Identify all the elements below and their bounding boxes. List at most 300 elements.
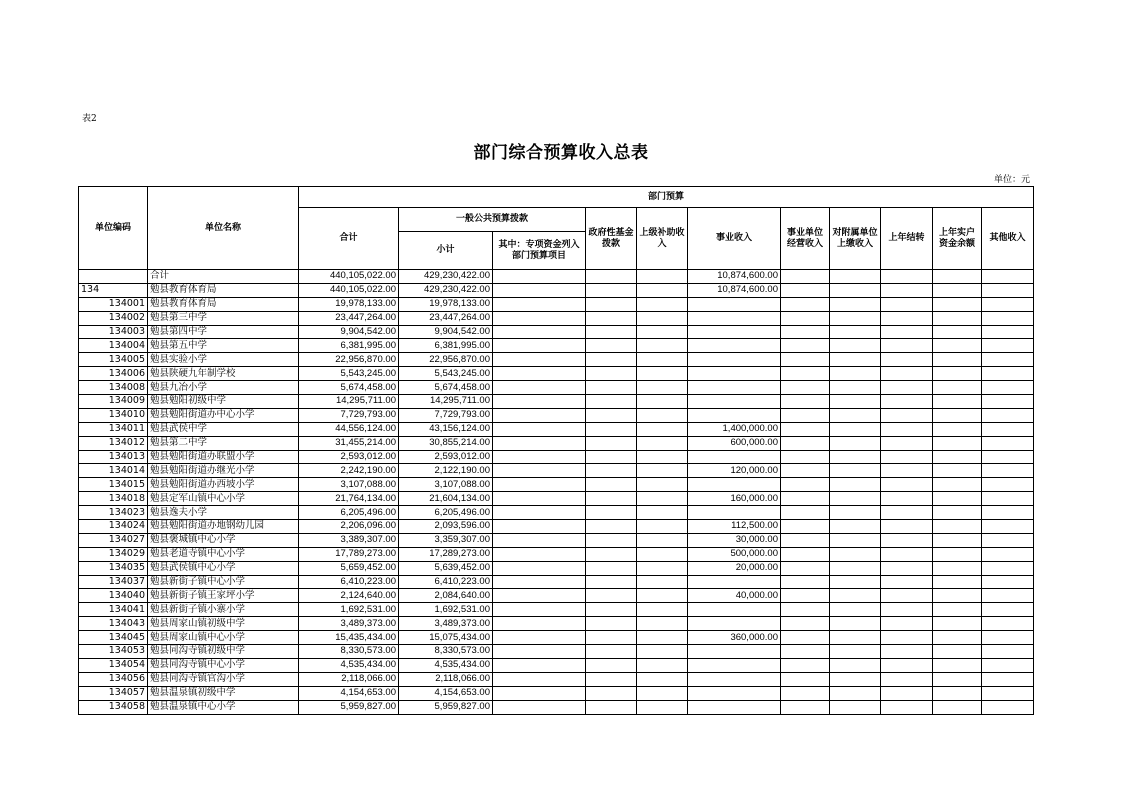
header-gov-fund: 政府性基金拨款 (586, 208, 637, 270)
cell-total: 4,154,653.00 (299, 686, 399, 700)
cell-code: 134053 (79, 645, 148, 659)
cell-superior (637, 325, 688, 339)
cell-subtotal: 5,674,458.00 (399, 381, 493, 395)
cell-operating (781, 311, 830, 325)
table-row (79, 311, 1034, 325)
table-row (79, 520, 1034, 534)
cell-code (79, 270, 148, 284)
cell-balance (933, 283, 982, 297)
cell-total: 7,729,793.00 (299, 408, 399, 422)
cell-total: 2,206,096.00 (299, 520, 399, 534)
cell-balance (933, 631, 982, 645)
cell-superior (637, 464, 688, 478)
cell-business (688, 450, 781, 464)
cell-other (982, 339, 1034, 353)
cell-balance (933, 520, 982, 534)
cell-other (982, 270, 1034, 284)
table-row (79, 339, 1034, 353)
cell-name: 勉县温泉镇中心小学 (148, 700, 299, 714)
cell-special (493, 700, 586, 714)
cell-balance (933, 700, 982, 714)
cell-balance (933, 658, 982, 672)
cell-special (493, 686, 586, 700)
cell-code: 134013 (79, 450, 148, 464)
cell-business: 40,000.00 (688, 589, 781, 603)
cell-operating (781, 283, 830, 297)
cell-superior (637, 492, 688, 506)
cell-other (982, 645, 1034, 659)
cell-business: 360,000.00 (688, 631, 781, 645)
cell-special (493, 520, 586, 534)
cell-superior (637, 297, 688, 311)
table-row (79, 561, 1034, 575)
cell-superior (637, 631, 688, 645)
cell-total: 6,410,223.00 (299, 575, 399, 589)
cell-subtotal: 6,410,223.00 (399, 575, 493, 589)
cell-balance (933, 547, 982, 561)
cell-operating (781, 492, 830, 506)
cell-name: 勉县勉阳街道办中心小学 (148, 408, 299, 422)
cell-name: 勉县勉阳街道办继光小学 (148, 464, 299, 478)
cell-affiliated (830, 700, 881, 714)
table-row (79, 492, 1034, 506)
cell-special (493, 603, 586, 617)
cell-superior (637, 520, 688, 534)
cell-superior (637, 575, 688, 589)
cell-operating (781, 297, 830, 311)
cell-gov-fund (586, 311, 637, 325)
header-special: 其中：专项资金列入部门预算项目 (493, 232, 586, 270)
cell-other (982, 533, 1034, 547)
cell-operating (781, 520, 830, 534)
cell-other (982, 436, 1034, 450)
cell-affiliated (830, 506, 881, 520)
cell-business: 112,500.00 (688, 520, 781, 534)
cell-gov-fund (586, 367, 637, 381)
cell-subtotal: 21,604,134.00 (399, 492, 493, 506)
cell-special (493, 283, 586, 297)
cell-other (982, 311, 1034, 325)
cell-operating (781, 325, 830, 339)
cell-gov-fund (586, 672, 637, 686)
cell-other (982, 367, 1034, 381)
cell-balance (933, 645, 982, 659)
cell-affiliated (830, 464, 881, 478)
cell-other (982, 492, 1034, 506)
cell-operating (781, 422, 830, 436)
cell-business (688, 603, 781, 617)
cell-balance (933, 381, 982, 395)
cell-balance (933, 297, 982, 311)
cell-balance (933, 325, 982, 339)
cell-subtotal: 43,156,124.00 (399, 422, 493, 436)
cell-carry (881, 506, 933, 520)
cell-other (982, 353, 1034, 367)
cell-business (688, 686, 781, 700)
cell-business (688, 367, 781, 381)
cell-carry (881, 603, 933, 617)
cell-other (982, 603, 1034, 617)
cell-superior (637, 422, 688, 436)
cell-special (493, 381, 586, 395)
cell-name: 勉县逸夫小学 (148, 506, 299, 520)
cell-business: 1,400,000.00 (688, 422, 781, 436)
cell-business (688, 408, 781, 422)
cell-operating (781, 589, 830, 603)
cell-name: 勉县同沟寺镇初级中学 (148, 645, 299, 659)
header-business: 事业收入 (688, 208, 781, 270)
header-affiliated: 对附属单位上缴收入 (830, 208, 881, 270)
cell-code: 134029 (79, 547, 148, 561)
header-general: 一般公共预算拨款 (399, 208, 586, 232)
cell-total: 3,389,307.00 (299, 533, 399, 547)
cell-superior (637, 450, 688, 464)
cell-carry (881, 700, 933, 714)
cell-subtotal: 9,904,542.00 (399, 325, 493, 339)
cell-total: 2,242,190.00 (299, 464, 399, 478)
cell-gov-fund (586, 464, 637, 478)
cell-other (982, 381, 1034, 395)
cell-affiliated (830, 339, 881, 353)
table-row (79, 645, 1034, 659)
cell-total: 1,692,531.00 (299, 603, 399, 617)
cell-subtotal: 2,118,066.00 (399, 672, 493, 686)
cell-operating (781, 603, 830, 617)
cell-name: 勉县第四中学 (148, 325, 299, 339)
cell-superior (637, 395, 688, 409)
cell-business: 160,000.00 (688, 492, 781, 506)
table-row (79, 631, 1034, 645)
cell-other (982, 686, 1034, 700)
cell-name: 勉县同沟寺镇官沟小学 (148, 672, 299, 686)
cell-carry (881, 395, 933, 409)
cell-subtotal: 3,107,088.00 (399, 478, 493, 492)
cell-balance (933, 686, 982, 700)
cell-business (688, 506, 781, 520)
cell-code: 134040 (79, 589, 148, 603)
cell-business: 500,000.00 (688, 547, 781, 561)
table-row (79, 686, 1034, 700)
cell-special (493, 422, 586, 436)
cell-gov-fund (586, 575, 637, 589)
cell-code: 134009 (79, 395, 148, 409)
cell-affiliated (830, 353, 881, 367)
cell-total: 22,956,870.00 (299, 353, 399, 367)
header-subtotal: 小计 (399, 232, 493, 270)
cell-affiliated (830, 395, 881, 409)
table-row (79, 575, 1034, 589)
cell-name: 勉县周家山镇初级中学 (148, 617, 299, 631)
cell-total: 440,105,022.00 (299, 270, 399, 284)
cell-code: 134035 (79, 561, 148, 575)
cell-affiliated (830, 589, 881, 603)
cell-gov-fund (586, 325, 637, 339)
cell-carry (881, 658, 933, 672)
cell-total: 5,959,827.00 (299, 700, 399, 714)
cell-business (688, 575, 781, 589)
cell-gov-fund (586, 492, 637, 506)
cell-code: 134010 (79, 408, 148, 422)
cell-affiliated (830, 575, 881, 589)
cell-other (982, 283, 1034, 297)
cell-affiliated (830, 422, 881, 436)
cell-total: 5,659,452.00 (299, 561, 399, 575)
cell-name: 勉县九冶小学 (148, 381, 299, 395)
cell-carry (881, 311, 933, 325)
cell-carry (881, 617, 933, 631)
cell-special (493, 395, 586, 409)
cell-balance (933, 575, 982, 589)
table-row (79, 408, 1034, 422)
cell-other (982, 422, 1034, 436)
table-row (79, 617, 1034, 631)
cell-code: 134023 (79, 506, 148, 520)
cell-operating (781, 353, 830, 367)
cell-subtotal: 3,489,373.00 (399, 617, 493, 631)
cell-total: 9,904,542.00 (299, 325, 399, 339)
cell-operating (781, 686, 830, 700)
cell-balance (933, 533, 982, 547)
cell-subtotal: 4,154,653.00 (399, 686, 493, 700)
cell-business (688, 339, 781, 353)
cell-name: 勉县教育体育局 (148, 297, 299, 311)
table-row (79, 506, 1034, 520)
cell-gov-fund (586, 631, 637, 645)
table-row (79, 547, 1034, 561)
cell-other (982, 547, 1034, 561)
cell-special (493, 617, 586, 631)
cell-affiliated (830, 381, 881, 395)
cell-gov-fund (586, 603, 637, 617)
cell-name: 勉县勉阳街道办西坡小学 (148, 478, 299, 492)
cell-gov-fund (586, 408, 637, 422)
cell-total: 2,593,012.00 (299, 450, 399, 464)
cell-code: 134004 (79, 339, 148, 353)
cell-name: 勉县定军山镇中心小学 (148, 492, 299, 506)
cell-special (493, 339, 586, 353)
cell-other (982, 506, 1034, 520)
cell-business (688, 658, 781, 672)
cell-name: 勉县武侯镇中心小学 (148, 561, 299, 575)
cell-subtotal: 2,093,596.00 (399, 520, 493, 534)
cell-special (493, 492, 586, 506)
cell-superior (637, 506, 688, 520)
table-row (79, 533, 1034, 547)
cell-name: 勉县周家山镇中心小学 (148, 631, 299, 645)
cell-total: 440,105,022.00 (299, 283, 399, 297)
cell-balance (933, 492, 982, 506)
cell-superior (637, 533, 688, 547)
cell-superior (637, 561, 688, 575)
cell-gov-fund (586, 645, 637, 659)
table-row (79, 589, 1034, 603)
cell-carry (881, 492, 933, 506)
cell-subtotal: 22,956,870.00 (399, 353, 493, 367)
cell-operating (781, 672, 830, 686)
cell-affiliated (830, 561, 881, 575)
cell-gov-fund (586, 283, 637, 297)
cell-other (982, 478, 1034, 492)
cell-gov-fund (586, 658, 637, 672)
cell-superior (637, 603, 688, 617)
cell-name: 勉县温泉镇初级中学 (148, 686, 299, 700)
table-row (79, 672, 1034, 686)
cell-special (493, 311, 586, 325)
cell-affiliated (830, 311, 881, 325)
cell-carry (881, 408, 933, 422)
cell-affiliated (830, 436, 881, 450)
cell-code: 134018 (79, 492, 148, 506)
cell-carry (881, 270, 933, 284)
cell-gov-fund (586, 686, 637, 700)
cell-carry (881, 422, 933, 436)
cell-total: 31,455,214.00 (299, 436, 399, 450)
cell-affiliated (830, 547, 881, 561)
cell-operating (781, 506, 830, 520)
table-row (79, 436, 1034, 450)
cell-subtotal: 5,543,245.00 (399, 367, 493, 381)
cell-superior (637, 547, 688, 561)
cell-code: 134054 (79, 658, 148, 672)
cell-superior (637, 283, 688, 297)
unit-label: 单位：元 (993, 175, 1030, 185)
cell-other (982, 575, 1034, 589)
cell-affiliated (830, 270, 881, 284)
cell-superior (637, 589, 688, 603)
cell-total: 5,674,458.00 (299, 381, 399, 395)
cell-superior (637, 672, 688, 686)
cell-code: 134001 (79, 297, 148, 311)
cell-name: 勉县勉阳街道办联盟小学 (148, 450, 299, 464)
cell-gov-fund (586, 700, 637, 714)
cell-code: 134003 (79, 325, 148, 339)
cell-name: 合计 (148, 270, 299, 284)
cell-gov-fund (586, 617, 637, 631)
cell-operating (781, 645, 830, 659)
cell-affiliated (830, 325, 881, 339)
cell-business (688, 645, 781, 659)
table-row (79, 367, 1034, 381)
cell-affiliated (830, 283, 881, 297)
cell-code: 134008 (79, 381, 148, 395)
table-row (79, 353, 1034, 367)
cell-code: 134006 (79, 367, 148, 381)
cell-special (493, 325, 586, 339)
cell-business (688, 311, 781, 325)
cell-carry (881, 631, 933, 645)
table-number-label: 表2 (82, 114, 97, 124)
cell-balance (933, 353, 982, 367)
cell-name: 勉县褒城镇中心小学 (148, 533, 299, 547)
cell-subtotal: 2,084,640.00 (399, 589, 493, 603)
cell-affiliated (830, 686, 881, 700)
cell-operating (781, 575, 830, 589)
cell-carry (881, 561, 933, 575)
cell-carry (881, 436, 933, 450)
cell-other (982, 672, 1034, 686)
cell-affiliated (830, 492, 881, 506)
cell-total: 5,543,245.00 (299, 367, 399, 381)
cell-operating (781, 270, 830, 284)
budget-income-table (78, 186, 1034, 715)
cell-operating (781, 450, 830, 464)
cell-subtotal: 1,692,531.00 (399, 603, 493, 617)
cell-other (982, 450, 1034, 464)
cell-subtotal: 17,289,273.00 (399, 547, 493, 561)
cell-affiliated (830, 367, 881, 381)
cell-balance (933, 561, 982, 575)
cell-special (493, 672, 586, 686)
cell-subtotal: 14,295,711.00 (399, 395, 493, 409)
cell-carry (881, 353, 933, 367)
cell-special (493, 464, 586, 478)
cell-carry (881, 672, 933, 686)
header-budget: 部门预算 (299, 187, 1034, 208)
cell-total: 6,381,995.00 (299, 339, 399, 353)
cell-superior (637, 381, 688, 395)
cell-superior (637, 408, 688, 422)
cell-superior (637, 686, 688, 700)
cell-special (493, 367, 586, 381)
cell-other (982, 464, 1034, 478)
cell-special (493, 478, 586, 492)
cell-business (688, 700, 781, 714)
cell-balance (933, 422, 982, 436)
cell-superior (637, 367, 688, 381)
table-row (79, 603, 1034, 617)
cell-name: 勉县勉阳街道办地钢幼儿园 (148, 520, 299, 534)
cell-carry (881, 575, 933, 589)
table-row (79, 283, 1034, 297)
cell-name: 勉县新街子镇王家坪小学 (148, 589, 299, 603)
cell-total: 15,435,434.00 (299, 631, 399, 645)
cell-subtotal: 2,593,012.00 (399, 450, 493, 464)
cell-operating (781, 339, 830, 353)
cell-balance (933, 450, 982, 464)
cell-total: 8,330,573.00 (299, 645, 399, 659)
header-total: 合计 (299, 208, 399, 270)
cell-carry (881, 478, 933, 492)
cell-balance (933, 408, 982, 422)
cell-code: 134015 (79, 478, 148, 492)
cell-superior (637, 478, 688, 492)
cell-business (688, 395, 781, 409)
table-row (79, 395, 1034, 409)
cell-gov-fund (586, 270, 637, 284)
header-superior: 上级补助收入 (637, 208, 688, 270)
cell-balance (933, 478, 982, 492)
cell-subtotal: 2,122,190.00 (399, 464, 493, 478)
cell-special (493, 353, 586, 367)
header-carry: 上年结转 (881, 208, 933, 270)
cell-balance (933, 270, 982, 284)
cell-gov-fund (586, 395, 637, 409)
cell-business: 20,000.00 (688, 561, 781, 575)
cell-total: 17,789,273.00 (299, 547, 399, 561)
cell-name: 勉县新街子镇小寨小学 (148, 603, 299, 617)
cell-affiliated (830, 533, 881, 547)
cell-balance (933, 436, 982, 450)
cell-affiliated (830, 645, 881, 659)
cell-carry (881, 645, 933, 659)
cell-total: 2,118,066.00 (299, 672, 399, 686)
cell-subtotal: 8,330,573.00 (399, 645, 493, 659)
cell-name: 勉县实验小学 (148, 353, 299, 367)
cell-operating (781, 533, 830, 547)
cell-affiliated (830, 672, 881, 686)
cell-gov-fund (586, 506, 637, 520)
cell-name: 勉县教育体育局 (148, 283, 299, 297)
